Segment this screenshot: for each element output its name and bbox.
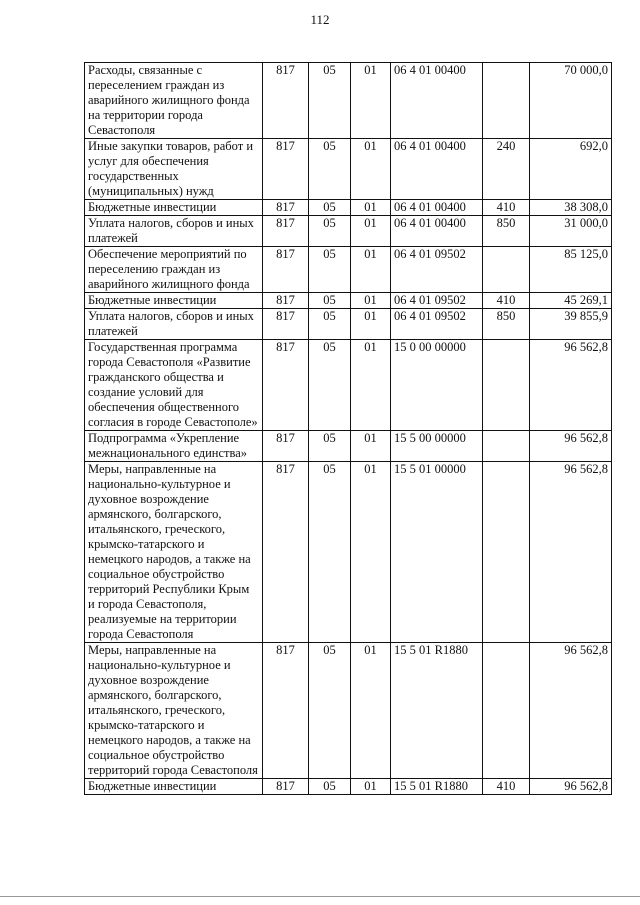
cell-expense-type: [483, 340, 530, 431]
cell-subsection-code: 01: [351, 216, 391, 247]
cell-target-article: 06 4 01 00400: [391, 200, 483, 216]
cell-ministry-code: 817: [263, 139, 309, 200]
cell-amount: 38 308,0: [530, 200, 612, 216]
cell-amount: 85 125,0: [530, 247, 612, 293]
cell-name: Обеспечение мероприятий по переселению граждан из аварийного жилищного фонда: [85, 247, 263, 293]
cell-target-article: 15 5 01 00000: [391, 462, 483, 643]
cell-subsection-code: 01: [351, 431, 391, 462]
cell-ministry-code: 817: [263, 309, 309, 340]
cell-name: Уплата налогов, сборов и иных платежей: [85, 309, 263, 340]
cell-section-code: 05: [309, 779, 351, 795]
table-row: [85, 643, 612, 779]
cell-name: Бюджетные инвестиции: [85, 200, 263, 216]
cell-name: Иные закупки товаров, работ и услуг для обеспечения государственных (муниципальных) нужд: [85, 139, 263, 200]
cell-name: Меры, направленные на национально-культурное и духовное возрождение армянского, болгарского, итальянского, греческого, крымско-татарского и немецкого народов, а также на социальное обустройство территорий города Севастополя: [85, 643, 263, 779]
cell-section-code: 05: [309, 139, 351, 200]
cell-target-article: 06 4 01 09502: [391, 309, 483, 340]
cell-subsection-code: 01: [351, 462, 391, 643]
cell-expense-type: 410: [483, 293, 530, 309]
table-row: [85, 309, 612, 340]
cell-name: Бюджетные инвестиции: [85, 779, 263, 795]
cell-target-article: 15 0 00 00000: [391, 340, 483, 431]
cell-subsection-code: 01: [351, 340, 391, 431]
table-row: [85, 462, 612, 643]
cell-target-article: 15 5 01 R1880: [391, 643, 483, 779]
cell-section-code: 05: [309, 462, 351, 643]
cell-name: Государственная программа города Севастополя «Развитие гражданского общества и создание условий для обеспечения общественного согласия в городе Севастополе»: [85, 340, 263, 431]
cell-target-article: 06 4 01 00400: [391, 216, 483, 247]
cell-target-article: 06 4 01 00400: [391, 63, 483, 139]
cell-section-code: 05: [309, 431, 351, 462]
cell-section-code: 05: [309, 643, 351, 779]
table-row: [85, 247, 612, 293]
cell-target-article: 06 4 01 09502: [391, 293, 483, 309]
cell-name: Подпрограмма «Укрепление межнационального единства»: [85, 431, 263, 462]
cell-amount: 96 562,8: [530, 431, 612, 462]
cell-subsection-code: 01: [351, 63, 391, 139]
cell-section-code: 05: [309, 200, 351, 216]
cell-name: Бюджетные инвестиции: [85, 293, 263, 309]
cell-subsection-code: 01: [351, 247, 391, 293]
cell-amount: 45 269,1: [530, 293, 612, 309]
cell-name: Меры, направленные на национально-культурное и духовное возрождение армянского, болгарского, итальянского, греческого, крымско-татарского и немецкого народов, а также на социальное обустройство территорий Республики Крым и города Севастополя, реализуемые на территории города Севастополя: [85, 462, 263, 643]
cell-ministry-code: 817: [263, 293, 309, 309]
budget-table: [84, 62, 612, 795]
cell-amount: 96 562,8: [530, 779, 612, 795]
cell-ministry-code: 817: [263, 779, 309, 795]
cell-section-code: 05: [309, 293, 351, 309]
cell-ministry-code: 817: [263, 431, 309, 462]
cell-amount: 31 000,0: [530, 216, 612, 247]
cell-subsection-code: 01: [351, 139, 391, 200]
cell-expense-type: 850: [483, 216, 530, 247]
cell-expense-type: 410: [483, 200, 530, 216]
table-row: [85, 216, 612, 247]
cell-amount: 96 562,8: [530, 340, 612, 431]
cell-subsection-code: 01: [351, 779, 391, 795]
table-row: [85, 200, 612, 216]
cell-target-article: 06 4 01 09502: [391, 247, 483, 293]
cell-section-code: 05: [309, 309, 351, 340]
cell-target-article: 15 5 00 00000: [391, 431, 483, 462]
cell-amount: 39 855,9: [530, 309, 612, 340]
cell-section-code: 05: [309, 216, 351, 247]
cell-ministry-code: 817: [263, 200, 309, 216]
cell-expense-type: [483, 63, 530, 139]
cell-expense-type: 850: [483, 309, 530, 340]
scan-bottom-edge: [0, 896, 640, 897]
cell-subsection-code: 01: [351, 200, 391, 216]
cell-expense-type: [483, 462, 530, 643]
cell-name: Расходы, связанные с переселением граждан из аварийного жилищного фонда на территории города Севастополя: [85, 63, 263, 139]
cell-amount: 692,0: [530, 139, 612, 200]
cell-expense-type: 240: [483, 139, 530, 200]
cell-ministry-code: 817: [263, 340, 309, 431]
cell-subsection-code: 01: [351, 309, 391, 340]
table-row: [85, 139, 612, 200]
cell-expense-type: [483, 431, 530, 462]
cell-subsection-code: 01: [351, 643, 391, 779]
cell-expense-type: [483, 643, 530, 779]
cell-amount: 96 562,8: [530, 462, 612, 643]
table-row: [85, 779, 612, 795]
cell-ministry-code: 817: [263, 63, 309, 139]
cell-expense-type: 410: [483, 779, 530, 795]
cell-name: Уплата налогов, сборов и иных платежей: [85, 216, 263, 247]
page-number: 112: [310, 12, 330, 27]
table-row: [85, 431, 612, 462]
cell-amount: 70 000,0: [530, 63, 612, 139]
cell-expense-type: [483, 247, 530, 293]
cell-section-code: 05: [309, 247, 351, 293]
cell-target-article: 15 5 01 R1880: [391, 779, 483, 795]
cell-amount: 96 562,8: [530, 643, 612, 779]
cell-ministry-code: 817: [263, 247, 309, 293]
cell-ministry-code: 817: [263, 462, 309, 643]
table-row: [85, 63, 612, 139]
cell-subsection-code: 01: [351, 293, 391, 309]
table-row: [85, 293, 612, 309]
cell-section-code: 05: [309, 63, 351, 139]
budget-table-body: [85, 63, 612, 795]
cell-section-code: 05: [309, 340, 351, 431]
table-row: [85, 340, 612, 431]
cell-ministry-code: 817: [263, 643, 309, 779]
cell-ministry-code: 817: [263, 216, 309, 247]
cell-target-article: 06 4 01 00400: [391, 139, 483, 200]
